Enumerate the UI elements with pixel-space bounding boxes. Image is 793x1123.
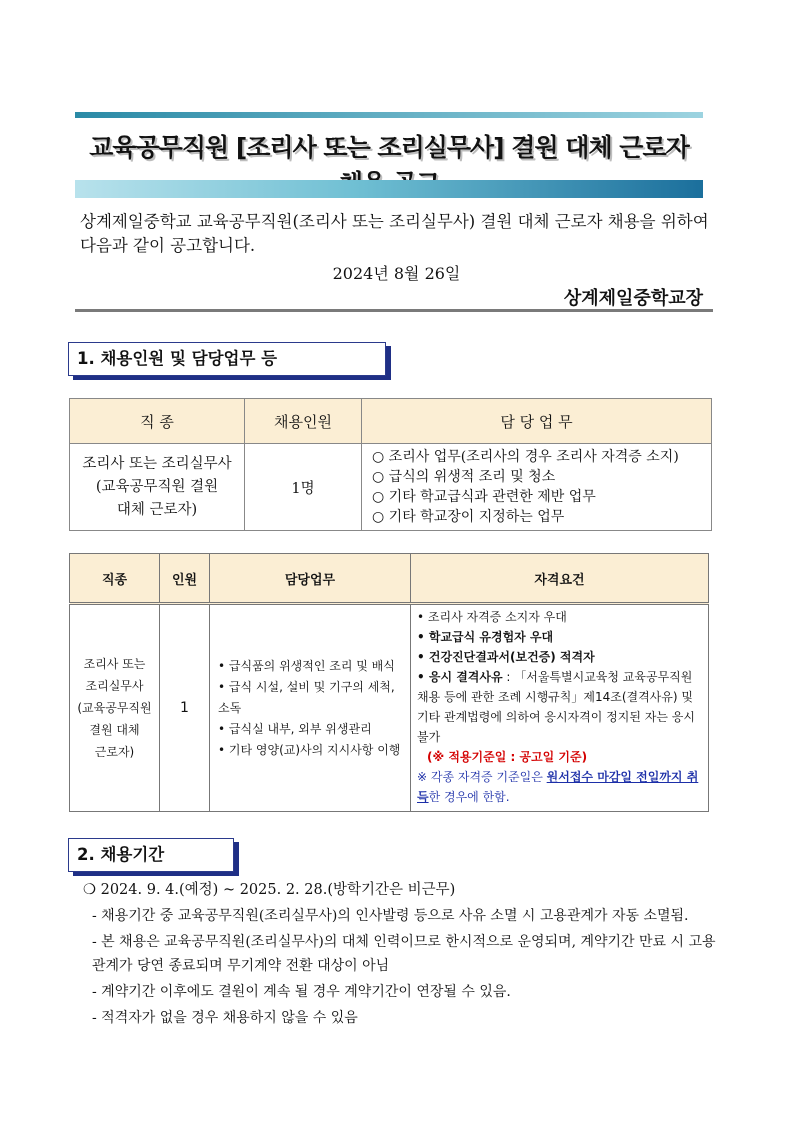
job-line: 대체 근로자) bbox=[116, 501, 198, 518]
req-item bbox=[417, 667, 702, 747]
recruit-table-detail bbox=[69, 553, 709, 812]
req-note bbox=[417, 767, 702, 807]
header-job: 직종 bbox=[70, 554, 160, 604]
job-line: (교육공무직원 bbox=[77, 701, 152, 715]
section-1-heading: 1. 채용인원 및 담당업무 등 bbox=[68, 342, 386, 376]
job-line: 조리사 또는 조리실무사 bbox=[82, 455, 232, 472]
count-cell: 1 bbox=[160, 604, 210, 812]
header-count: 인원 bbox=[160, 554, 210, 604]
note-emphasis: 원서접수 마감일 전일까지 취득 bbox=[417, 770, 699, 804]
header-count: 채용인원 bbox=[245, 399, 362, 444]
req-item: • 건강진단결과서(보건증) 적격자 bbox=[417, 650, 595, 664]
title-top-bar bbox=[75, 112, 703, 118]
duty-item: ○ 기타 학교급식과 관련한 제반 업무 bbox=[372, 489, 596, 505]
note-prefix: ※ 각종 자격증 기준일은 bbox=[417, 770, 547, 784]
period-notes bbox=[92, 904, 717, 1030]
duty-item: ○ 급식의 위생적 조리 및 청소 bbox=[372, 469, 556, 485]
count-cell: 1명 bbox=[245, 444, 362, 531]
duty-item: • 급식 시설, 설비 및 기구의 세척, 소독 bbox=[218, 679, 395, 715]
note-line: - 채용기간 중 교육공무직원(조리실무사)의 인사발령 등으로 사유 소멸 시 고용관계가 자동 소멸됨. bbox=[92, 908, 689, 924]
job-line: (교육공무직원 결원 bbox=[95, 478, 219, 495]
section-2-heading: 2. 채용기간 bbox=[68, 838, 234, 872]
duty-item: • 급식실 내부, 외부 위생관리 bbox=[218, 721, 372, 736]
duties-cell bbox=[210, 604, 411, 812]
note-line: - 계약기간 이후에도 결원이 계속 될 경우 계약기간이 연장될 수 있음. bbox=[92, 984, 511, 1000]
header-duties: 담당업무 bbox=[210, 554, 411, 604]
duties-cell bbox=[362, 444, 712, 531]
signer: 상계제일중학교장 bbox=[563, 288, 703, 309]
req-text: : 「서울특별시교육청 교육공무직원 채용 등에 관한 조례 시행규칙」제14조(결격사유) 및 기타 관계법령에 의하여 응시자격이 정지된 자는 응시불가 bbox=[417, 670, 695, 744]
job-cell bbox=[70, 604, 160, 812]
req-item: • 학교급식 유경험자 우대 bbox=[417, 630, 554, 644]
job-line: 결원 대체 bbox=[89, 723, 140, 737]
duty-item: • 기타 영양(교)사의 지시사항 이행 bbox=[218, 742, 401, 757]
requirements-cell bbox=[411, 604, 709, 812]
req-item: • 조리사 자격증 소지자 우대 bbox=[417, 610, 567, 624]
header-duties: 담 당 업 무 bbox=[362, 399, 712, 444]
header-job: 직 종 bbox=[70, 399, 245, 444]
divider bbox=[75, 309, 713, 312]
intro-text: 상계제일중학교 교육공무직원(조리사 또는 조리실무사) 결원 대체 근로자 채용을 위하여 다음과 같이 공고합니다. bbox=[80, 212, 709, 255]
duty-item: • 급식품의 위생적인 조리 및 배식 bbox=[218, 658, 395, 673]
note-line: - 본 채용은 교육공무직원(조리실무사)의 대체 인력이므로 한시적으로 운영되며, 계약기간 만료 시 고용관계가 당연 종료되며 무기계약 전환 대상이 아님 bbox=[92, 934, 716, 974]
duty-item: ○ 기타 학교장이 지정하는 업무 bbox=[372, 509, 565, 525]
header-requirements: 자격요건 bbox=[411, 554, 709, 604]
job-line: 조리실무사 bbox=[85, 679, 144, 693]
req-label: • 응시 결격사유 bbox=[417, 670, 503, 684]
recruit-table-summary bbox=[69, 398, 712, 531]
page-title: 교육공무직원 [조리사 또는 조리실무사] 결원 대체 근로자 bbox=[89, 133, 689, 162]
req-reference-date: (※ 적용기준일 : 공고일 기준) bbox=[427, 750, 588, 764]
job-cell bbox=[70, 444, 245, 531]
job-line: 근로자) bbox=[94, 745, 135, 759]
note-line: - 적격자가 없을 경우 채용하지 않을 수 있음 bbox=[92, 1010, 358, 1026]
title-bottom-bar bbox=[75, 180, 703, 198]
notice-date: 2024년 8월 26일 bbox=[332, 264, 461, 283]
period-line: ❍ 2024. 9. 4.(예정) ~ 2025. 2. 28.(방학기간은 비근무) bbox=[83, 882, 456, 898]
duty-item: ○ 조리사 업무(조리사의 경우 조리사 자격증 소지) bbox=[372, 449, 679, 465]
note-suffix: 한 경우에 한함. bbox=[428, 790, 510, 804]
job-line: 조리사 또는 bbox=[83, 657, 146, 671]
